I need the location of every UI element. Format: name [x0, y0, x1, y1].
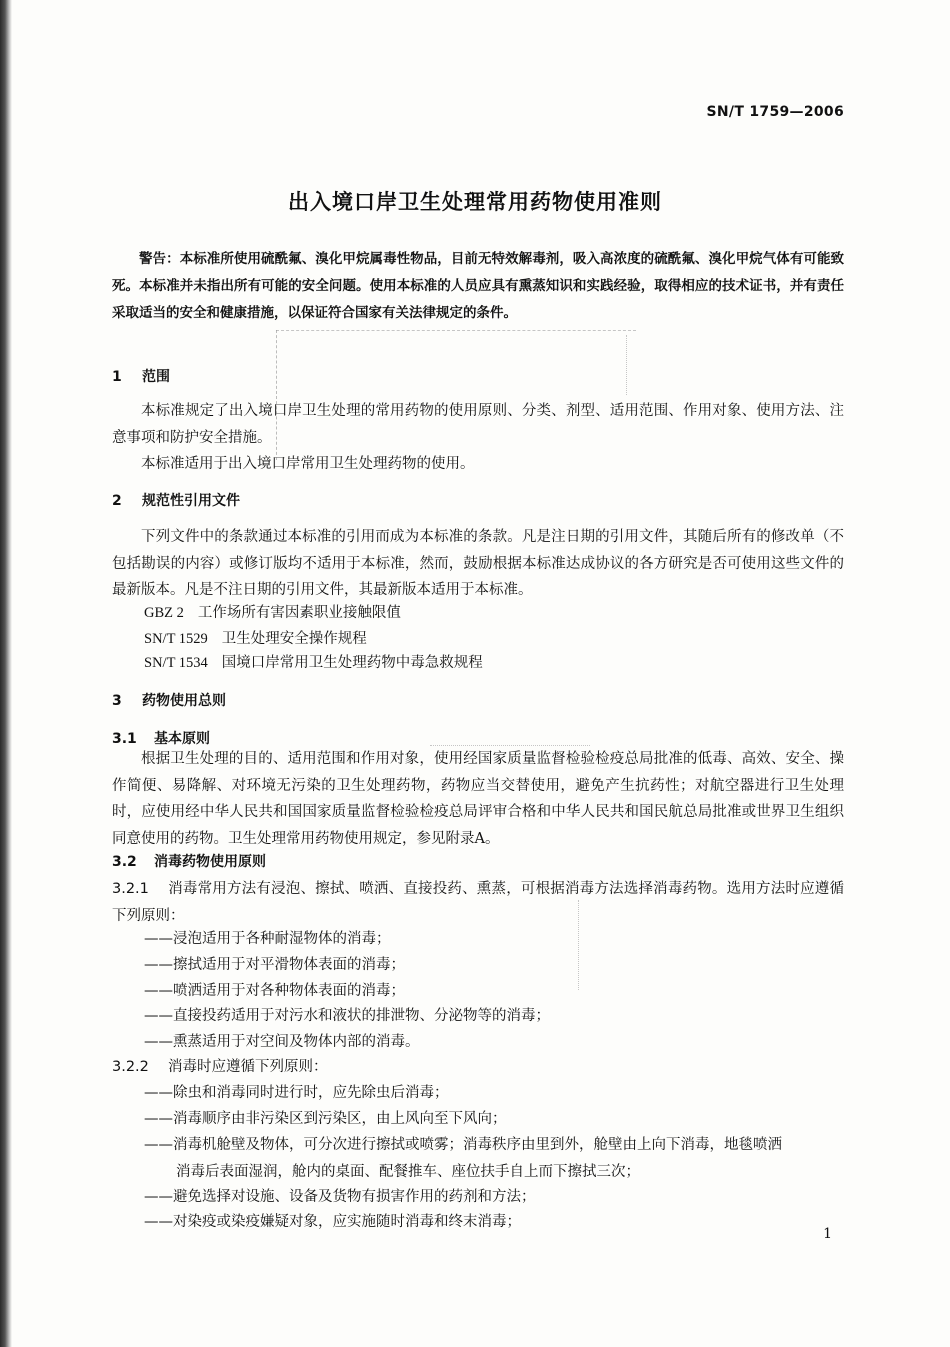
list-item: ——避免选择对设施、设备及货物有损害作用的药剂和方法； — [144, 1189, 536, 1205]
list-item: ——擦拭适用于对平滑物体表面的消毒； — [144, 957, 405, 973]
subsection-title: 基本原则 — [154, 731, 210, 747]
section-1-para-2: 本标准适用于出入境口岸常用卫生处理药物的使用。 — [141, 456, 475, 472]
scan-artifact-line — [626, 335, 627, 395]
reference-title: 工作场所有害因素职业接触限值 — [197, 605, 401, 621]
reference-title: 国境口岸常用卫生处理药物中毒急救规程 — [221, 655, 483, 671]
list-item-text: ——消毒机舱壁及物体，可分次进行擦拭或喷雾；消毒秩序由里到外，舱壁由上向下消毒，地毯喷洒 — [144, 1137, 782, 1153]
page-number: 1 — [823, 1226, 832, 1242]
section-1-heading — [112, 365, 170, 389]
section-2-para-1: 下列文件中的条款通过本标准的引用而成为本标准的条款。凡是注日期的引用文件，其随后所有的修改单（不包括勘误的内容）或修订版均不适用于本标准，然而，鼓励根据本标准达成协议的各方研究是否可使用这些文件的最新版本。凡是不注日期的引用文件，其最新版本适用于本标准。 — [112, 529, 844, 598]
subsection-number: 3.2 — [112, 854, 137, 870]
warning-label: 警告： — [139, 251, 180, 267]
section-1-para-1: 本标准规定了出入境口岸卫生处理的常用药物的使用原则、分类、剂型、适用范围、作用对象、使用方法、注意事项和防护安全措施。 — [112, 403, 844, 446]
clause-text: 消毒常用方法有浸泡、擦拭、喷洒、直接投药、熏蒸，可根据消毒方法选择消毒药物。选用方法时应遵循下列原则： — [112, 881, 844, 924]
section-title: 药物使用总则 — [142, 693, 226, 709]
scan-artifact-line — [578, 900, 579, 990]
list-item: ——除虫和消毒同时进行时，应先除虫后消毒； — [144, 1085, 449, 1101]
section-number: 1 — [112, 369, 122, 385]
clause-number: 3.2.2 — [112, 1059, 149, 1075]
standard-code: SN/T 1759—2006 — [706, 104, 844, 120]
scan-artifact-line — [276, 330, 277, 460]
clause-3-2-1 — [112, 876, 844, 929]
section-number: 2 — [112, 493, 122, 509]
scan-artifact-line — [430, 745, 590, 746]
section-number: 3 — [112, 693, 122, 709]
reference-code: SN/T 1534 — [144, 655, 208, 671]
document-title: 出入境口岸卫生处理常用药物使用准则 — [288, 190, 662, 214]
warning-text: 本标准所使用硫酰氟、溴化甲烷属毒性物品，目前无特效解毒剂，吸入高浓度的硫酰氟、溴化甲烷气体有可能致死。本标准并未指出所有可能的安全问题。使用本标准的人员应具有熏蒸知识和实践经验，取得相应的技术证书，并有责任采取适当的安全和健康措施，以保证符合国家有关法律规定的条件。 — [112, 251, 845, 321]
list-item: ——浸泡适用于各种耐湿物体的消毒； — [144, 931, 391, 947]
list-item: ——喷洒适用于对各种物体表面的消毒； — [144, 983, 405, 999]
clause-3-2-2 — [112, 1054, 844, 1081]
reference-code: SN/T 1529 — [144, 631, 208, 647]
scan-artifact-line — [276, 330, 636, 331]
list-item: ——直接投药适用于对污水和液状的排泄物、分泌物等的消毒； — [144, 1008, 550, 1024]
subsection-3-1-para: 根据卫生处理的目的、适用范围和作用对象，使用经国家质量监督检验检疫总局批准的低毒、高效、安全、操作简便、易降解、对环境无污染的卫生处理药物，药物应当交替使用，避免产生抗药性；对航空器进行卫生处理时，应使用经中华人民共和国国家质量监督检验检疫总局评审合格和中华人民共和国民航总局批准或世界卫生组织同意使用的药物。卫生处理常用药物使用规定，参见附录A。 — [112, 751, 844, 847]
list-item: ——熏蒸适用于对空间及物体内部的消毒。 — [144, 1034, 420, 1050]
reference-title: 卫生处理安全操作规程 — [221, 631, 367, 647]
reference-item — [144, 627, 367, 651]
clause-text: 消毒时应遵循下列原则： — [168, 1059, 328, 1075]
reference-item — [144, 651, 483, 675]
subsection-title: 消毒药物使用原则 — [154, 854, 266, 870]
warning-paragraph — [112, 246, 844, 327]
subsection-3-2-heading — [112, 850, 266, 874]
section-3-heading — [112, 689, 226, 713]
list-item — [144, 1132, 844, 1186]
clause-number: 3.2.1 — [112, 881, 149, 897]
list-item-continuation: 消毒后表面湿润，舱内的桌面、配餐推车、座位扶手自上而下擦拭三次； — [176, 1164, 640, 1180]
list-item: ——对染疫或染疫嫌疑对象，应实施随时消毒和终末消毒； — [144, 1214, 521, 1230]
section-2-heading — [112, 489, 240, 513]
reference-code: GBZ 2 — [144, 605, 184, 621]
list-item: ——消毒顺序由非污染区到污染区，由上风向至下风向； — [144, 1111, 507, 1127]
section-title: 规范性引用文件 — [142, 493, 240, 509]
section-title: 范围 — [142, 369, 170, 385]
reference-item — [144, 601, 401, 625]
subsection-number: 3.1 — [112, 731, 137, 747]
